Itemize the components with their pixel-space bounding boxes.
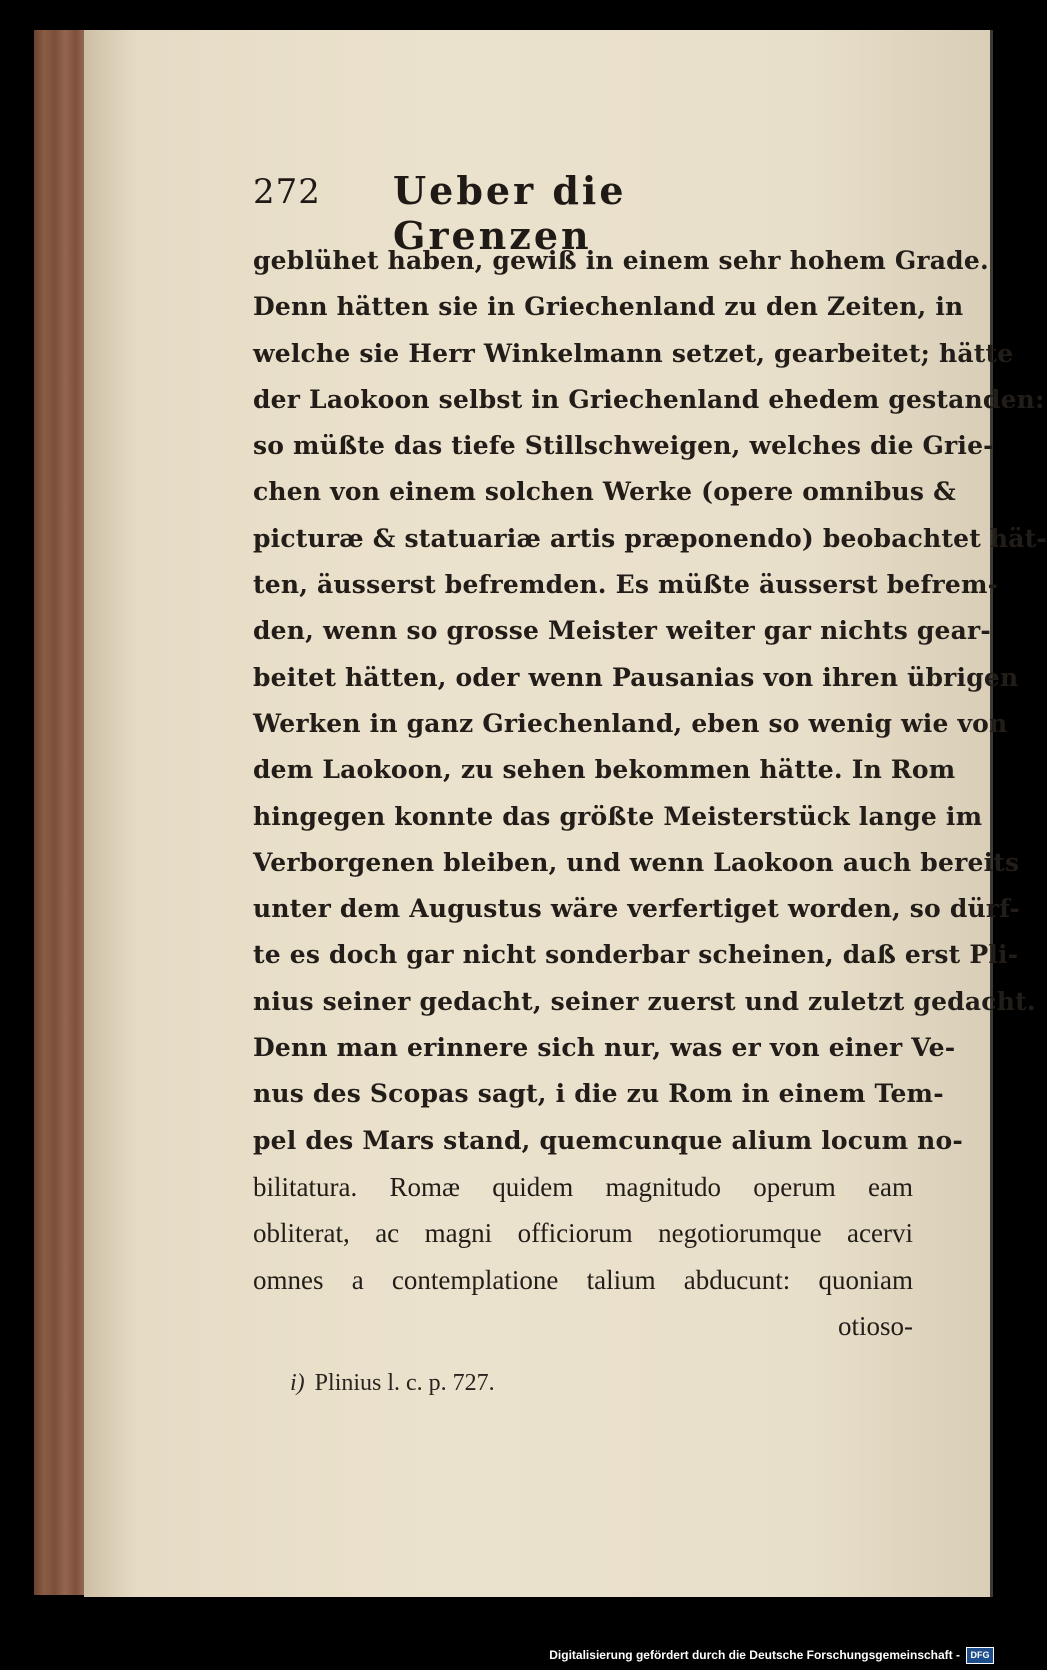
text-line: unter dem Augustus wäre verfertiget worden, so dürf-: [253, 894, 1020, 924]
running-title: Ueber die Grenzen: [393, 168, 627, 258]
text-line: omnes a contemplatione talium abducunt: quoniam: [253, 1264, 913, 1295]
text-line: Denn man erinnere sich nur, was er von einer Ve-: [253, 1033, 956, 1063]
footnote-marker: i): [290, 1370, 305, 1396]
text-line: hingegen konnte das größte Meisterstück lange im: [253, 801, 983, 831]
page-header: [253, 168, 773, 258]
book-page-edges: [34, 30, 86, 1595]
text-line: Verborgenen bleiben, und wenn Laokoon auch bereits: [253, 847, 1020, 877]
footnote-text: Plinius l. c. p. 727.: [314, 1370, 495, 1396]
text-line: Werken in ganz Griechenland, eben so wenig wie von: [253, 708, 1008, 738]
text-line: so müßte das tiefe Stillschweigen, welches die Grie-: [253, 431, 994, 461]
dfg-logo-icon: DFG: [966, 1647, 994, 1664]
body-text: [253, 238, 1047, 1349]
text-line: pel des Mars stand, quemcunque alium locum no-: [253, 1125, 963, 1155]
text-line: geblühet haben, gewiß in einem sehr hohem Grade.: [253, 246, 989, 275]
text-line: ten, äusserst befremden. Es müßte äusserst befrem-: [253, 570, 999, 600]
digitization-credit: [549, 1642, 994, 1668]
text-line: picturæ & statuariæ artis præponendo) beobachtet hät-: [253, 523, 1047, 553]
text-line: beitet hätten, oder wenn Pausanias von ihren übrigen: [253, 662, 1019, 692]
text-line: den, wenn so grosse Meister weiter gar nichts gear-: [253, 616, 992, 646]
text-line: otioso-: [837, 1310, 913, 1341]
text-line: der Laokoon selbst in Griechenland ehedem gestanden:: [253, 384, 1045, 414]
credit-text: Digitalisierung gefördert durch die Deutsche Forschungsgemeinschaft -: [549, 1648, 960, 1662]
text-line: chen von einem solchen Werke (opere omnibus &: [253, 477, 956, 507]
text-line: Denn hätten sie in Griechenland zu den Zeiten, in: [253, 292, 964, 322]
text-line: nius seiner gedacht, seiner zuerst und zuletzt gedacht.: [253, 986, 1036, 1016]
text-line: te es doch gar nicht sonderbar scheinen, daß erst Pli-: [253, 940, 1019, 970]
text-line: bilitatura. Romæ quidem magnitudo operum eam: [253, 1171, 913, 1202]
text-line: obliterat, ac magni officiorum negotiorumque acervi: [253, 1218, 913, 1249]
text-line: dem Laokoon, zu sehen bekommen hätte. In Rom: [253, 755, 956, 785]
page-number: 272: [253, 172, 321, 212]
text-line: nus des Scopas sagt, i die zu Rom in einem Tem-: [253, 1079, 944, 1109]
text-line: welche sie Herr Winkelmann setzet, gearbeitet; hätte: [253, 338, 1014, 368]
footnote: [290, 1370, 495, 1397]
